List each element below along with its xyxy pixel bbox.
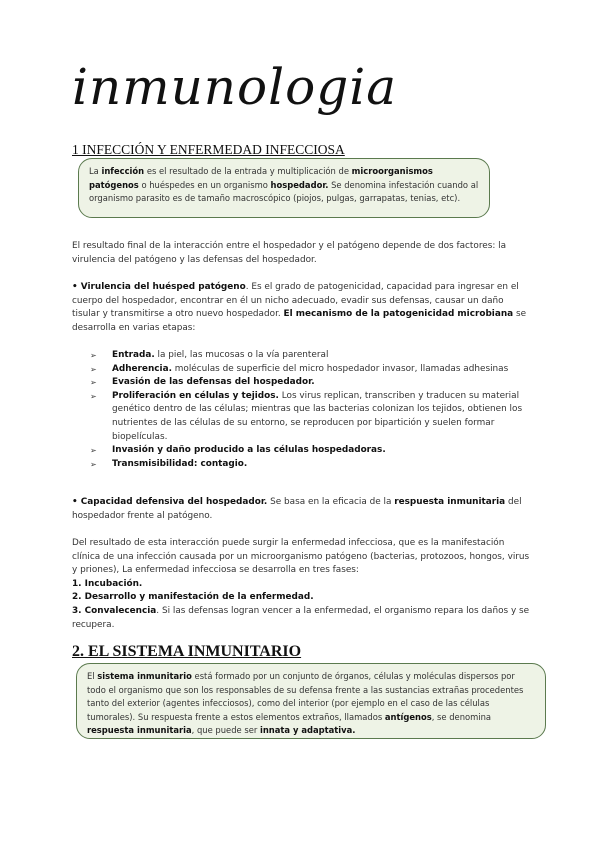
- disease-paragraph: Del resultado de esta interacción puede surgir la enfermedad infecciosa, que es la manifestación clínica de una infección causada por un microorganismo patógeno (bacterias, protozoos, hongos, virus y priones), La enfermedad infecciosa se desarrolla en tres fases: 1. Incubación. 2. Desarrollo y manifestación de la enfermedad. 3. Convalecencia. Si las defensas logran vencer a la enfermedad, el organismo repara los daños y se recupera.: [72, 538, 530, 630]
- defense-paragraph: • Capacidad defensiva del hospedador. Se basa en la eficacia de la respuesta inmunitaria del hospedador frente al patógeno.: [72, 497, 522, 521]
- arrow-bullet-icon: ➢: [90, 391, 97, 401]
- phase-3: 3. Convalecencia: [72, 605, 157, 616]
- pathogenicity-stages-list: [90, 349, 530, 471]
- list-item: ➢ Adherencia. moléculas de superficie del micro hospedador invasor, llamadas adhesinas: [90, 363, 530, 377]
- phase-1: 1. Incubación.: [72, 578, 143, 589]
- list-item: ➢ Invasión y daño producido a las células hospedadoras.: [90, 444, 530, 458]
- page-title: inmunologia: [72, 58, 398, 116]
- list-item: ➢ Proliferación en células y tejidos. Los virus replican, transcriben y traducen su material genético dentro de las células; mientras que las bacterias colonizan los tejidos, obtienen los nutrientes de las células de su entorno, se reproducen por bipartición y suelen formar biopelículas.: [90, 390, 523, 442]
- section-2-heading: 2. EL SISTEMA INMUNITARIO: [72, 643, 302, 660]
- arrow-bullet-icon: ➢: [90, 378, 97, 388]
- arrow-bullet-icon: ➢: [90, 364, 97, 374]
- list-item: ➢ Evasión de las defensas del hospedador.: [90, 376, 530, 390]
- section-1-heading: 1 INFECCIÓN Y ENFERMEDAD INFECCIOSA: [72, 142, 345, 157]
- infection-definition-box: La infección es el resultado de la entrada y multiplicación de microorganismos patógenos o huéspedes en un organismo hospedador. Se denomina infestación cuando al organismo parasito es de tamaño macroscópico (piojos, pulgas, garrapatas, tenias, etc).: [78, 158, 490, 218]
- list-item: ➢ Transmisibilidad: contagio.: [90, 458, 530, 472]
- arrow-bullet-icon: ➢: [90, 351, 97, 360]
- list-item: ➢ Entrada. la piel, las mucosas o la vía parenteral: [90, 349, 530, 363]
- phase-2: 2. Desarrollo y manifestación de la enfermedad.: [72, 592, 314, 603]
- arrow-bullet-icon: ➢: [90, 459, 97, 469]
- virulence-paragraph: • Virulencia del huésped patógeno. Es el grado de patogenicidad, capacidad para ingresar en el cuerpo del hospedador, encontrar en él un nicho adecuado, evadir sus defensas, causar un daño tisular y transmitirse a otro nuevo hospedador. El mecanismo de la patogenicidad microbiana se desarrolla en varias etapas:: [72, 282, 527, 333]
- intro-paragraph: El resultado final de la interacción entre el hospedador y el patógeno depende de dos factores: la virulencia del patógeno y las defensas del hospedador.: [72, 241, 507, 265]
- arrow-bullet-icon: ➢: [90, 446, 97, 456]
- immune-system-box: El sistema inmunitario está formado por un conjunto de órganos, células y moléculas dispersos por todo el organismo que son los responsables de su defensa frente a las sustancias extrañas procedentes tanto del exterior (agentes infecciosos), como del interior (por ejemplo en el caso de las células tumorales). Su respuesta frente a estos elementos extraños, llamados antígenos, se denomina respuesta inmunitaria, que puede ser innata y adaptativa.: [76, 663, 546, 739]
